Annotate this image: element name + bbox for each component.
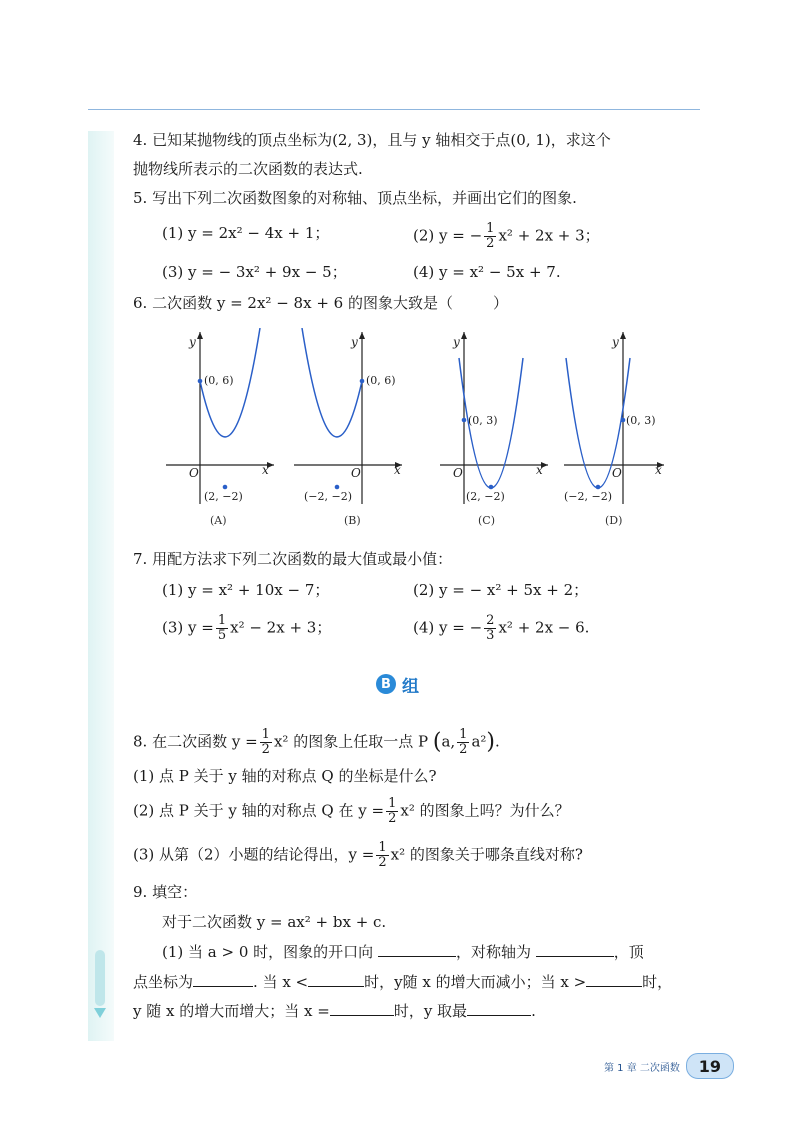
graph-d-point-label: (0, 3) [626, 414, 656, 427]
fraction-numerator: 1 [388, 796, 397, 811]
graph-c-origin: O [453, 466, 463, 480]
left-margin-band [88, 131, 114, 1041]
q9-line-2-a: (1) 当 a > 0 时，图象的开口向 [162, 943, 374, 961]
q7-part-4 [413, 614, 589, 643]
q4-line-2: 抛物线所表示的二次函数的表达式. [133, 160, 363, 178]
fraction-denominator: 2 [378, 855, 387, 870]
graph-a-vertex-label: (2, −2) [204, 490, 243, 503]
q5-text: 5. 写出下列二次函数图象的对称轴、顶点坐标，并画出它们的图象. [133, 189, 577, 207]
fraction-denominator: 5 [217, 628, 227, 643]
fraction-numerator: 1 [261, 727, 270, 742]
fraction-denominator: 3 [486, 628, 495, 643]
q6-text [133, 292, 508, 314]
group-b-label: 组 [402, 676, 419, 697]
q8-point-fraction [457, 728, 469, 757]
fraction-denominator: 2 [459, 742, 468, 757]
q9-line-2 [162, 941, 644, 963]
graph-a-label: (A) [210, 514, 227, 527]
q5-part-3: (3) y = − 3x² + 9x − 5； [162, 263, 347, 281]
fraction-numerator: 1 [486, 221, 495, 236]
q8-sub-3-fraction [376, 841, 388, 870]
q9-line-4-a: y 随 x 的增大而增大；当 x = [133, 1002, 330, 1020]
page-footer [604, 1053, 734, 1079]
graph-c-xlabel: x [536, 463, 543, 477]
q8-text: 8. 在二次函数 y = $\frac{1}{2}$ x² 的图象上任取一点 P (a, $\frac{1}{2}$ a²). [133, 727, 500, 757]
fraction-numerator: 1 [217, 613, 227, 628]
graph-c-ylabel: y [453, 335, 460, 349]
q5-part-2-fraction [484, 222, 496, 251]
fraction-numerator: 2 [486, 613, 495, 628]
q8-text-mid: x² 的图象上任取一点 P [273, 732, 429, 751]
blank-extremum-x [330, 1001, 394, 1016]
q8-text-pre: 8. 在二次函数 y = [133, 732, 258, 751]
q5-part-2-pre: (2) y = − [413, 226, 483, 245]
q5-part-4: (4) y = x² − 5x + 7. [413, 263, 561, 281]
blank-opening-direction [378, 942, 456, 957]
q9-line-1: 对于二次函数 y = ax² + bx + c. [162, 913, 387, 931]
fraction-numerator: 1 [459, 727, 468, 742]
graph-d-origin: O [612, 466, 622, 480]
fraction-denominator: 2 [486, 236, 495, 251]
q4-line-1: 4. 已知某抛物线的顶点坐标为(2, 3)，且与 y 轴相交于点(0, 1)，求这个 [133, 131, 611, 149]
graph-b-ylabel: y [351, 335, 358, 349]
q7-part-3 [162, 614, 331, 643]
q7-part-3-pre: (3) y = [162, 618, 214, 637]
fraction-denominator: 2 [261, 742, 270, 757]
q8-sub-2-post: x² 的图象上吗？为什么？ [400, 801, 570, 820]
graph-d-vertex-label: (−2, −2) [564, 490, 613, 503]
graph-d-xlabel: x [655, 463, 662, 477]
q9-line-2-b: ，对称轴为 [455, 943, 531, 961]
q9-title: 9. 填空： [133, 883, 198, 901]
graph-c-point-label: (0, 3) [468, 414, 498, 427]
q7-part-3-fraction [216, 614, 228, 643]
graph-a-point-label: (0, 6) [204, 374, 234, 387]
q7-part-4-pre: (4) y = − [413, 618, 483, 637]
graph-a-ylabel: y [189, 335, 196, 349]
top-rule [88, 109, 700, 110]
q9-line-4-c: . [531, 1002, 536, 1020]
fraction-denominator: 2 [388, 811, 397, 826]
q8-sub-2 [133, 797, 570, 826]
q8-sub-3-post: x² 的图象关于哪条直线对称? [390, 845, 583, 864]
q7-part-4-fraction [484, 614, 496, 643]
page-number: 19 [686, 1053, 734, 1079]
q8-fraction [260, 728, 272, 757]
graph-b-point-label: (0, 6) [366, 374, 396, 387]
graph-a-origin: O [189, 466, 199, 480]
blank-decreasing-bound [308, 972, 364, 987]
graph-a [162, 328, 282, 508]
q8-sub-1: (1) 点 P 关于 y 轴的对称点 Q 的坐标是什么? [133, 767, 437, 785]
blank-max-or-min [467, 1001, 531, 1016]
q9-line-4-b: 时，y 取最 [393, 1002, 468, 1020]
graph-c-label: (C) [478, 514, 495, 527]
q8-sub-3-pre: (3) 从第（2）小题的结论得出，y = [133, 845, 375, 864]
q7-text: 7. 用配方法求下列二次函数的最大值或最小值： [133, 550, 453, 568]
q9-line-3-b: . 当 x < [253, 973, 309, 991]
q8-point-pre: a, [441, 732, 456, 751]
fraction-numerator: 1 [378, 840, 387, 855]
group-b-badge: B [376, 674, 396, 694]
graph-b-xlabel: x [394, 463, 401, 477]
q8-end: . [495, 732, 500, 751]
blank-vertex [193, 972, 253, 987]
graph-a-xlabel: x [262, 463, 269, 477]
graph-d [560, 328, 680, 508]
graph-b-vertex-label: (−2, −2) [304, 490, 353, 503]
graph-b-origin: O [351, 466, 361, 480]
graph-c-vertex-label: (2, −2) [466, 490, 505, 503]
q9-line-4 [133, 1000, 536, 1022]
q7-part-3-post: x² − 2x + 3； [230, 618, 332, 637]
q7-part-1: (1) y = x² + 10x − 7； [162, 581, 330, 599]
group-b-heading [376, 673, 419, 695]
q9-line-3-c: 时，y随 x 的增大而减小；当 x > [364, 973, 587, 991]
q7-part-2: (2) y = − x² + 5x + 2； [413, 581, 589, 599]
q6-text-pre: 6. 二次函数 y = 2x² − 8x + 6 的图象大致是（ [133, 294, 453, 312]
q9-line-3-a: 点坐标为 [133, 973, 194, 991]
q9-line-3-d: 时， [642, 973, 673, 991]
blank-axis-of-symmetry [536, 942, 614, 957]
margin-decoration-icon [92, 950, 108, 1020]
blank-increasing-bound [586, 972, 642, 987]
q6-text-post: ） [492, 294, 508, 312]
q9-line-3 [133, 971, 672, 993]
q5-part-2-post: x² + 2x + 3； [498, 226, 600, 245]
graph-d-label: (D) [605, 514, 623, 527]
q5-part-1: (1) y = 2x² − 4x + 1； [162, 224, 330, 242]
q8-sub-2-fraction [386, 797, 398, 826]
graph-b [290, 328, 410, 508]
q8-sub-2-pre: (2) 点 P 关于 y 轴的对称点 Q 在 y = [133, 801, 385, 820]
q8-sub-3 [133, 841, 583, 870]
graph-b-label: (B) [344, 514, 361, 527]
q8-point-post: a² [471, 732, 487, 751]
q5-part-2 [413, 222, 600, 251]
graph-c [436, 328, 556, 508]
q9-line-2-c: ，顶 [613, 943, 644, 961]
q7-part-4-post: x² + 2x − 6. [498, 618, 590, 637]
graph-d-ylabel: y [612, 335, 619, 349]
chapter-label: 第 1 章 二次函数 [604, 1062, 680, 1074]
